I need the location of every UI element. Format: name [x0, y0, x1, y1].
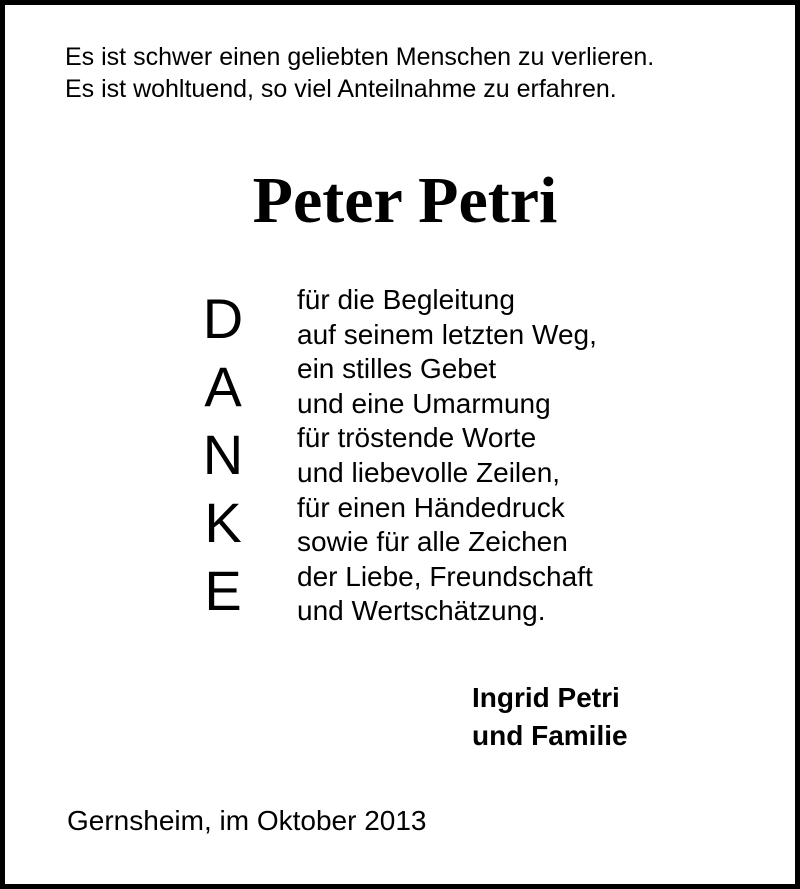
intro-line-2: Es ist wohltuend, so viel Anteilnahme zu erfahren.: [65, 75, 617, 103]
verse-line: der Liebe, Freundschaft: [297, 560, 593, 592]
verse-line: für einen Händedruck: [297, 491, 565, 523]
danke-letter: A: [204, 355, 242, 418]
danke-letter: E: [204, 559, 242, 622]
danke-letter: K: [204, 491, 242, 554]
verse-line: und Wertschätzung.: [297, 595, 546, 627]
verse-line: und eine Umarmung: [297, 387, 551, 419]
verse-line: und liebevolle Zeilen,: [297, 456, 561, 488]
thanks-verse: [297, 283, 597, 629]
danke-letter: D: [202, 287, 244, 350]
intro-line-1: Es ist schwer einen geliebten Menschen zu verlieren.: [65, 43, 655, 71]
intro-text: [65, 41, 654, 105]
verse-line: für tröstende Worte: [297, 422, 537, 454]
verse-line: sowie für alle Zeichen: [297, 526, 568, 558]
verse-line: auf seinem letzten Weg,: [297, 318, 597, 350]
place-and-date: Gernsheim, im Oktober 2013: [67, 805, 427, 836]
verse-line: für die Begleitung: [297, 284, 515, 315]
danke-vertical-word: [193, 285, 253, 625]
danke-letter: N: [202, 423, 244, 486]
signature: [472, 679, 628, 755]
signature-line-2: und Familie: [472, 720, 628, 751]
deceased-name: Peter Petri: [252, 164, 558, 237]
signature-line-1: Ingrid Petri: [472, 682, 620, 713]
verse-line: ein stilles Gebet: [297, 353, 497, 385]
